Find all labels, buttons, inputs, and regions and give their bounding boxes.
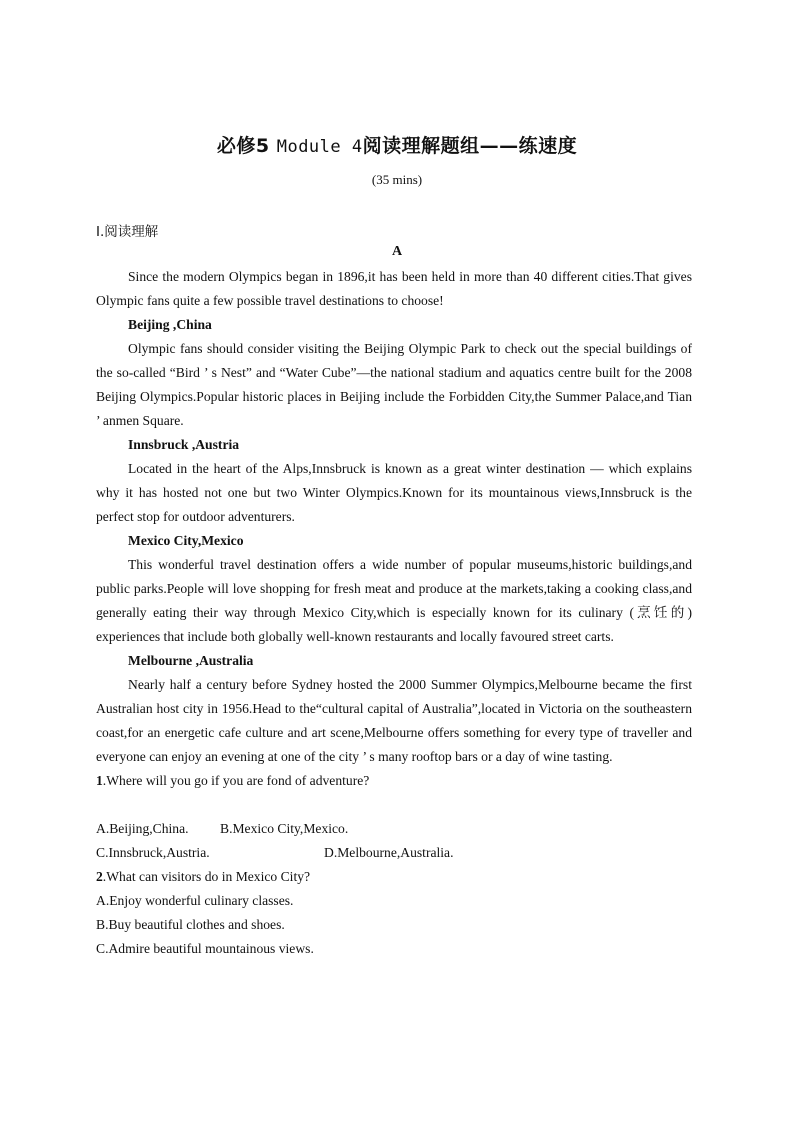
intro-paragraph: Since the modern Olympics began in 1896,it has been held in more than 40 different cities.That gives Olympic fans quite a few possible travel destinations to choose!: [96, 269, 692, 308]
answer-gap: [96, 793, 692, 817]
title-prefix: 必修5: [216, 135, 277, 157]
q1-option-b: B.Mexico City,Mexico.: [220, 821, 349, 836]
city-text-mexico-city: This wonderful travel destination offers a wide number of popular museums,historic buildings,and public parks.People will love shopping for fresh meat and produce at the markets,taking a cooking class,and generally eating their way through Mexico City,which is especially known for its culinary (烹饪的) experiences that include both globally well-known restaurants and locally favoured street carts.: [96, 557, 692, 644]
q1-option-a: A.Beijing,China.: [96, 821, 189, 836]
document-title: [0, 131, 794, 158]
q1-option-c: C.Innsbruck,Austria.: [96, 845, 210, 860]
q2-option-c: C.Admire beautiful mountainous views.: [96, 941, 314, 956]
question-1-options-row-2: [96, 841, 692, 865]
city-heading-mexico-city: Mexico City,Mexico: [128, 533, 244, 548]
question-2-number: 2: [96, 869, 103, 884]
question-1-number: 1: [96, 773, 103, 788]
passage-body: [96, 265, 692, 961]
city-text-melbourne: Nearly half a century before Sydney hosted the 2000 Summer Olympics,Melbourne became the first Australian host city in 1956.Head to the“cultural capital of Australia”,located in Victoria on the southeastern coast,for an energetic cafe culture and art scene,Melbourne offers something for every type of traveller and everyone can enjoy an evening at one of the city ’ s many rooftop bars or a day of wine tasting.: [96, 677, 692, 764]
question-1-text: .Where will you go if you are fond of adventure?: [102, 773, 370, 788]
q1-option-d: D.Melbourne,Australia.: [324, 845, 454, 860]
city-heading-innsbruck: Innsbruck ,Austria: [128, 437, 240, 452]
q2-option-b: B.Buy beautiful clothes and shoes.: [96, 917, 285, 932]
title-suffix: 阅读理解题组——练速度: [362, 135, 578, 157]
question-2: [96, 865, 692, 889]
city-heading-beijing: Beijing ,China: [128, 317, 212, 332]
q2-option-a: A.Enjoy wonderful culinary classes.: [96, 893, 294, 908]
city-text-innsbruck: Located in the heart of the Alps,Innsbruck is known as a great winter destination — which explains why it has hosted not one but two Winter Olympics.Known for its mountainous views,Innsbruck is the perfect stop for outdoor adventurers.: [96, 461, 692, 524]
question-1: [96, 769, 692, 793]
city-text-beijing: Olympic fans should consider visiting the Beijing Olympic Park to check out the special buildings of the so-called “Bird ’ s Nest” and “Water Cube”—the national stadium and aquatics centre built for the 2008 Beijing Olympics.Popular historic places in Beijing include the Forbidden City,the Summer Palace,and Tian ’ anmen Square.: [96, 341, 692, 428]
section-label: Ⅰ.阅读理解: [96, 224, 159, 240]
question-1-options-row-1: [96, 817, 692, 841]
time-limit: (35 mins): [371, 172, 423, 187]
question-2-text: .What can visitors do in Mexico City?: [102, 869, 311, 884]
city-heading-melbourne: Melbourne ,Australia: [128, 653, 254, 668]
title-module: Module 4: [276, 137, 363, 157]
passage-label: A: [391, 244, 403, 259]
